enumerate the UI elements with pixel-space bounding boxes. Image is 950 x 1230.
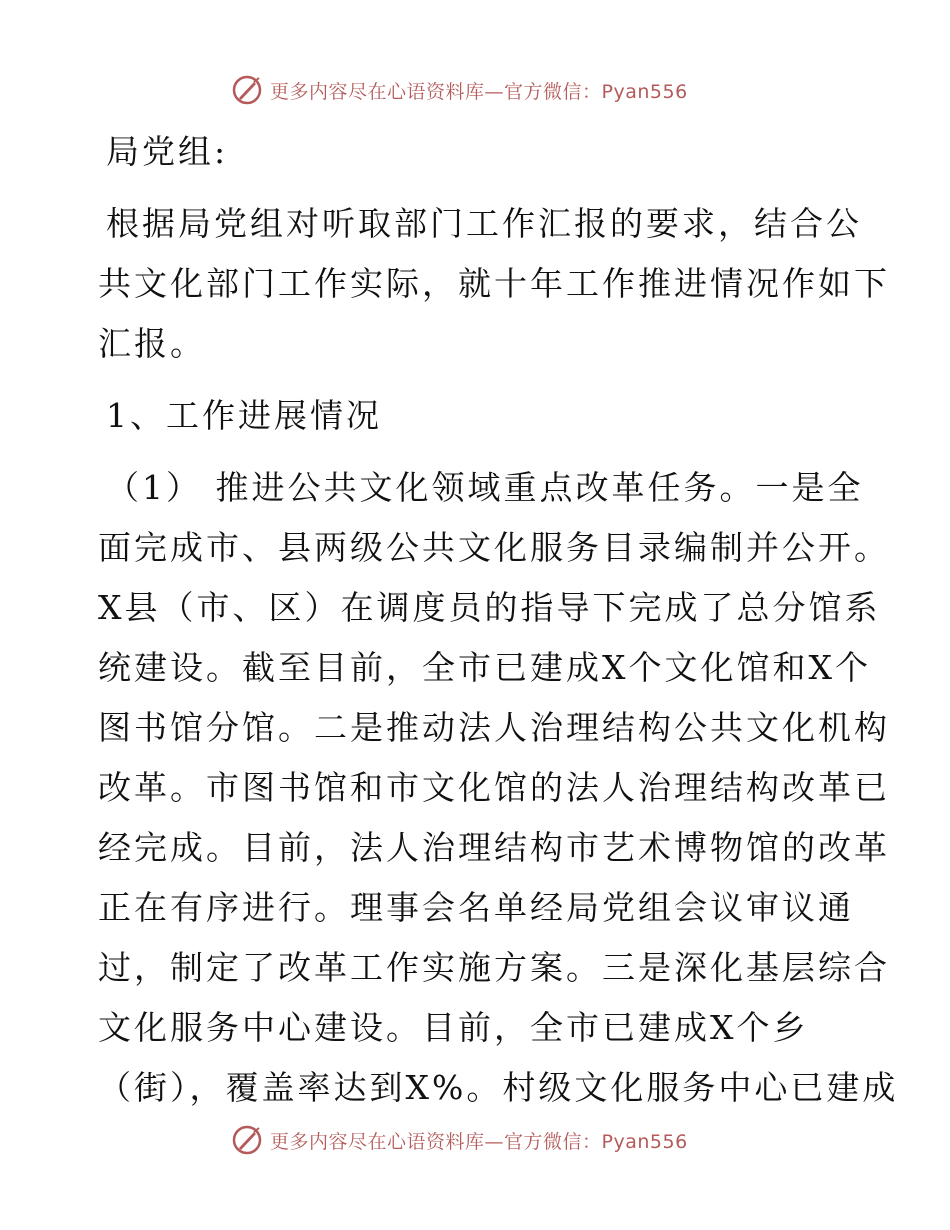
body-line: X县（市、区）在调度员的指导下完成了总分馆系 xyxy=(98,588,881,627)
body-line: 过，制定了改革工作实施方案。三是深化基层综合 xyxy=(98,948,890,987)
body-line: （1） 推进公共文化领域重点改革任务。一是全 xyxy=(106,468,864,507)
watermark-brand: 更多内容尽在心语资料库 xyxy=(270,80,485,103)
quill-pen-logo-icon xyxy=(230,73,264,107)
document-body xyxy=(98,122,899,1118)
watermark-text xyxy=(270,77,688,104)
body-line: 改革。市图书馆和市文化馆的法人治理结构改革已 xyxy=(98,768,890,807)
body-line: 经完成。目前，法人治理结构市艺术博物馆的改革 xyxy=(98,828,890,867)
body-line: 面完成市、县两级公共文化服务目录编制并公开。 xyxy=(98,528,890,567)
body-line: （街），覆盖率达到X%。村级文化服务中心已建成 xyxy=(98,1068,899,1107)
intro-line: 根据局党组对听取部门工作汇报的要求，结合公 xyxy=(106,204,862,243)
salutation: 局党组: xyxy=(106,132,229,171)
body-line: 图书馆分馆。二是推动法人治理结构公共文化机构 xyxy=(98,708,890,747)
body-line: 统建设。截至目前，全市已建成X个文化馆和X个 xyxy=(98,648,871,687)
quill-pen-logo-icon xyxy=(230,1123,264,1157)
body-line: 正在有序进行。理事会名单经局党组会议审议通 xyxy=(98,888,854,927)
watermark-wechat-id: Pyan556 xyxy=(601,80,688,103)
footer-watermark xyxy=(230,1120,730,1160)
body-line: 文化服务中心建设。目前，全市已建成X个乡 xyxy=(98,1008,809,1047)
watermark-brand: 更多内容尽在心语资料库 xyxy=(270,1130,485,1153)
watermark-dash: — xyxy=(484,1130,505,1153)
header-watermark xyxy=(230,70,730,110)
watermark-wechat-label: 官方微信： xyxy=(504,80,602,103)
watermark-wechat-id: Pyan556 xyxy=(601,1130,688,1153)
section-heading: 1、工作进展情况 xyxy=(106,396,382,435)
watermark-dash: — xyxy=(484,80,505,103)
intro-line: 共文化部门工作实际，就十年工作推进情况作如下 xyxy=(98,264,890,303)
intro-line: 汇报。 xyxy=(98,324,206,363)
watermark-text xyxy=(270,1127,688,1154)
watermark-wechat-label: 官方微信： xyxy=(504,1130,602,1153)
